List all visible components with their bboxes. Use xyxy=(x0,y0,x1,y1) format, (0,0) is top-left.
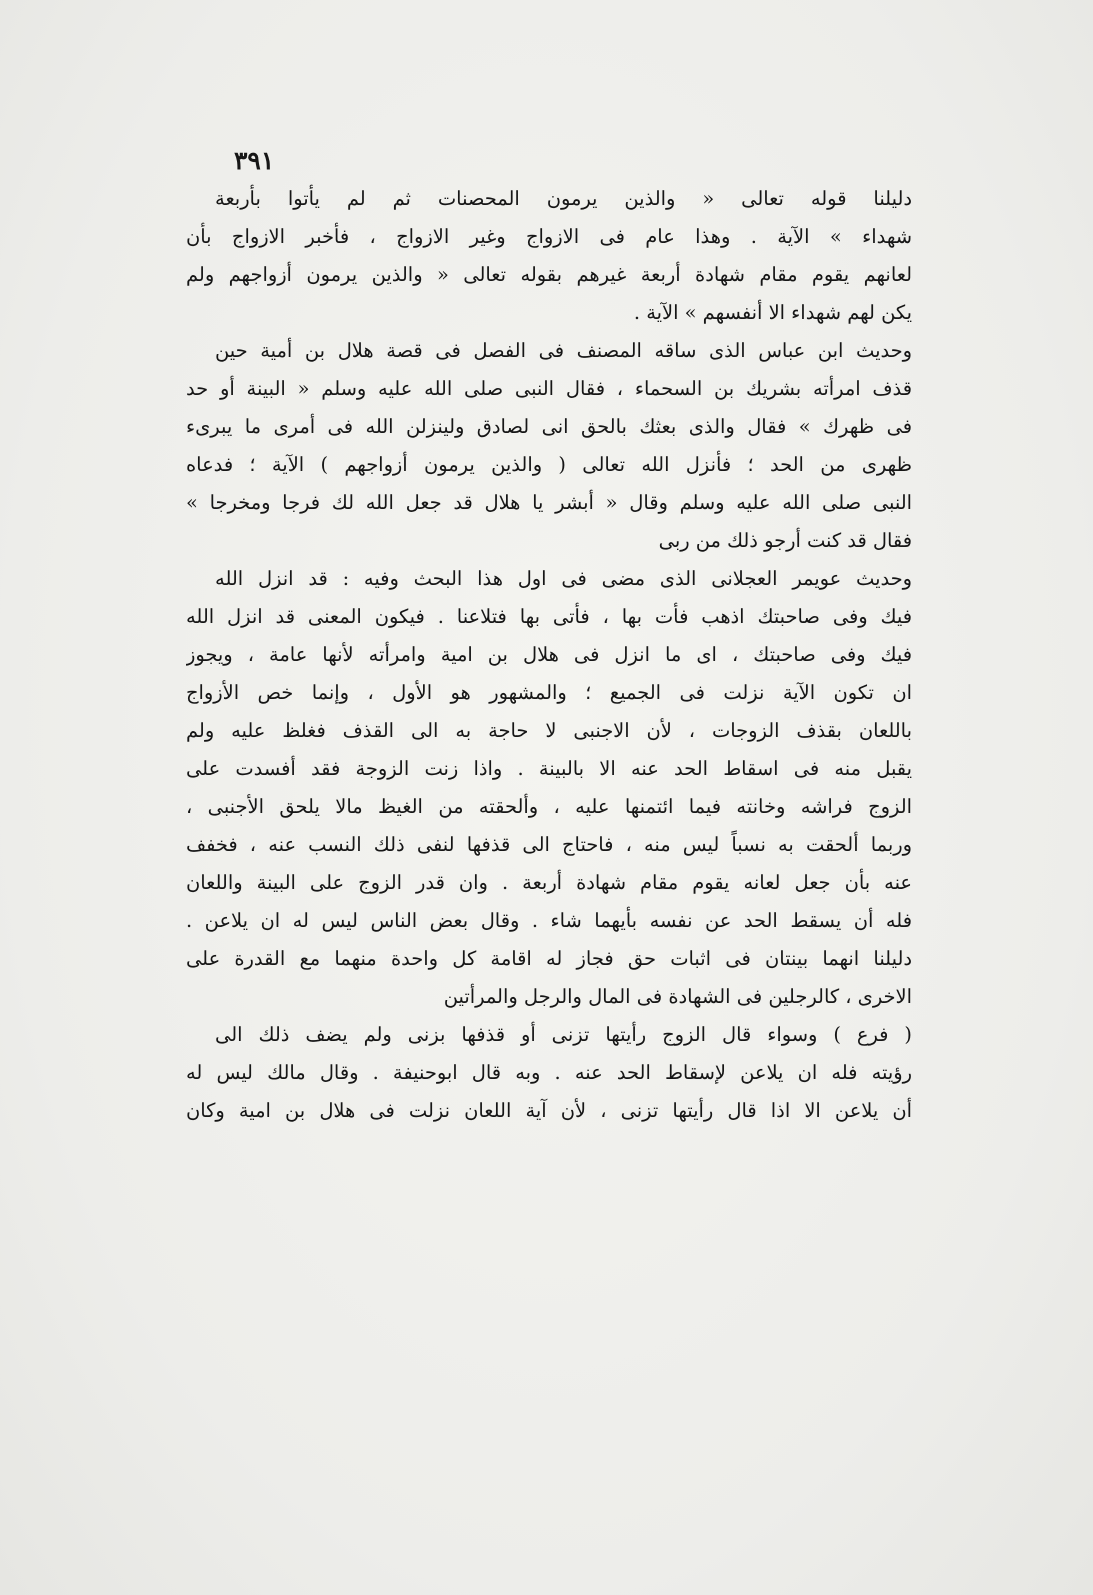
text-line: فله أن يسقط الحد عن نفسه بأيهما شاء . وقال بعض الناس ليس له ان يلاعن . xyxy=(186,909,912,932)
text-line: النبى صلى الله عليه وسلم وقال « أبشر يا هلال قد جعل الله لك فرجا ومخرجا » xyxy=(186,491,912,514)
text-line: ان تكون الآية نزلت فى الجميع ؛ والمشهور هو الأول ، وإنما خص الأزواج xyxy=(186,681,912,704)
text-line: وحديث ابن عباس الذى ساقه المصنف فى الفصل فى قصة هلال بن أمية حين xyxy=(215,339,912,362)
text-line: دليلنا قوله تعالى « والذين يرمون المحصنات ثم لم يأتوا بأربعة xyxy=(215,187,912,210)
text-line: وحديث عويمر العجلانى الذى مضى فى اول هذا البحث وفيه : قد انزل الله xyxy=(215,567,912,590)
text-line: يكن لهم شهداء الا أنفسهم » الآية . xyxy=(633,301,912,324)
text-line: شهداء » الآية . وهذا عام فى الازواج وغير الازواج ، فأخبر الازواج بأن xyxy=(186,225,912,248)
text-line: ( فرع ) وسواء قال الزوج رأيتها تزنى أو قذفها بزنى ولم يضف ذلك الى xyxy=(215,1023,912,1046)
text-line: باللعان بقذف الزوجات ، لأن الاجنبى لا حاجة به الى القذف فغلظ عليه ولم xyxy=(186,719,912,742)
text-line: فى ظهرك » فقال والذى بعثك بالحق انى لصادق ولينزلن الله فى أمرى ما يبرىء xyxy=(186,415,912,438)
text-line: فيك وفى صاحبتك اذهب فأت بها ، فأتى بها فتلاعنا . فيكون المعنى قد انزل الله xyxy=(186,605,912,628)
text-line: وربما ألحقت به نسباً ليس منه ، فاحتاج الى قذفها لنفى ذلك النسب عنه ، فخفف xyxy=(186,833,912,856)
text-line: عنه بأن جعل لعانه يقوم مقام شهادة أربعة . وان قدر الزوج على البينة واللعان xyxy=(186,871,912,894)
text-line: قذف امرأته بشريك بن السحماء ، فقال النبى صلى الله عليه وسلم « البينة أو حد xyxy=(186,377,912,400)
text-line: أن يلاعن الا اذا قال رأيتها تزنى ، لأن آية اللعان نزلت فى هلال بن امية وكان xyxy=(186,1099,912,1122)
text-line: دليلنا انهما بينتان فى اثبات حق فجاز له اقامة كل واحدة منهما مع القدرة على xyxy=(186,947,912,970)
text-line: يقبل منه فى اسقاط الحد عنه الا بالبينة . واذا زنت الزوجة فقد أفسدت على xyxy=(186,757,912,780)
text-line: فيك وفى صاحبتك ، اى ما انزل فى هلال بن امية وامرأته لأنها عامة ، ويجوز xyxy=(186,643,912,666)
text-line: رؤيته فله ان يلاعن لإسقاط الحد عنه . وبه قال ابوحنيفة . وقال مالك ليس له xyxy=(186,1061,912,1084)
text-line: لعانهم يقوم مقام شهادة أربعة غيرهم بقوله تعالى « والذين يرمون أزواجهم ولم xyxy=(186,263,912,286)
text-line: الزوج فراشه وخانته فيما ائتمنها عليه ، وألحقته من الغيظ مالا يلحق الأجنبى ، xyxy=(186,795,912,818)
text-line: الاخرى ، كالرجلين فى الشهادة فى المال والرجل والمرأتين xyxy=(443,985,912,1008)
text-line: فقال قد كنت أرجو ذلك من ربى xyxy=(658,529,912,552)
page-number: ٣٩١ xyxy=(234,146,275,175)
text-line: ظهرى من الحد ؛ فأنزل الله تعالى ( والذين يرمون أزواجهم ) الآية ؛ فدعاه xyxy=(186,453,912,476)
